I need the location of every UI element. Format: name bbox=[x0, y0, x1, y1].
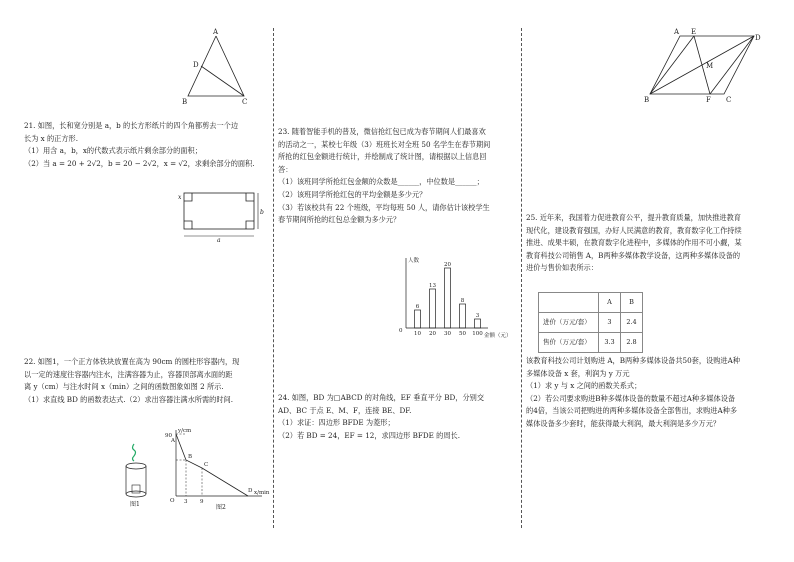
x-tick-9: 9 bbox=[200, 499, 204, 505]
label-x: x bbox=[178, 194, 182, 201]
table-cell: 3 bbox=[599, 313, 621, 333]
y-tick-90: 90 bbox=[165, 433, 172, 439]
q25-part-2a: （2）若公司要求购进B种多媒体设备的数量不超过A种多媒体设备 bbox=[526, 393, 736, 403]
q25-part-2b: 的4倍，当该公司把购进的两种多媒体设备全部售出，求购进A种多 bbox=[526, 406, 738, 416]
label-C: C bbox=[726, 96, 732, 104]
triangle-figure bbox=[180, 28, 260, 108]
x-tick-label: 50 bbox=[459, 331, 466, 337]
table-cell: 3.3 bbox=[599, 333, 621, 353]
q25-part-1: （1）求 y 与 x 之间的函数关系式； bbox=[526, 381, 642, 391]
table-header-cell: B bbox=[621, 293, 643, 313]
price-table bbox=[538, 292, 643, 353]
table-header-cell bbox=[539, 293, 599, 313]
column-left bbox=[24, 0, 270, 562]
chart-x-label: 金额（元） bbox=[484, 333, 512, 338]
question-22 bbox=[24, 356, 270, 406]
label-b-side: b bbox=[260, 209, 264, 216]
q22-line-2: 以一定的速度往容器内注水，注满容器为止，容器顶部离水面的距 bbox=[24, 369, 233, 379]
q23-part-2: （2）该班同学所抢红包的平均金额是多少元？ bbox=[278, 189, 427, 199]
caption-fig1: 图1 bbox=[130, 501, 140, 508]
q23-line-4: 答： bbox=[278, 164, 293, 174]
x-tick-label: 20 bbox=[429, 331, 436, 337]
label-d: D bbox=[193, 61, 199, 69]
q25-line-6: 该教育科技公司计划购进 A，B两种多媒体设备共50套，设购进A种 bbox=[526, 356, 740, 365]
q25-line-5: 进价与售价如表所示： bbox=[526, 263, 598, 273]
table-cell: 售价（万元/套） bbox=[539, 333, 599, 353]
question-25-intro bbox=[526, 212, 778, 275]
y-axis-label: y/cm bbox=[178, 428, 192, 434]
x-tick-label: 10 bbox=[414, 331, 421, 337]
table-cell: 进价（万元/套） bbox=[539, 313, 599, 333]
bar-20 bbox=[430, 289, 436, 328]
table-cell: 2.4 bbox=[621, 313, 643, 333]
bar-value-label: 20 bbox=[444, 262, 451, 268]
q24-part-1: （1）求证：四边形 BFDE 为菱形； bbox=[278, 418, 395, 428]
q22-line-4: （1）求直线 BD 的函数表达式.（2）求出容器注满水所需的时间. bbox=[24, 394, 234, 404]
q25-line-3: 推进、成果丰硕，在教育数字化进程中，多媒体的作用不可小觑，某 bbox=[526, 238, 742, 248]
q25-line-7: 多媒体设备 x 套，利润为 y 万元 bbox=[526, 368, 630, 378]
bar-value-label: 6 bbox=[415, 304, 420, 310]
label-F: F bbox=[706, 96, 711, 104]
column-divider-2 bbox=[521, 28, 522, 528]
label-a-side: a bbox=[217, 237, 221, 243]
q25-part-2c: 媒体设备多少套时，能获得最大利润，最大利润是多少万元？ bbox=[526, 418, 721, 428]
bar-50 bbox=[460, 304, 466, 328]
table-cell: 2.8 bbox=[621, 333, 643, 353]
question-21 bbox=[24, 120, 270, 170]
q22-line-3: 离 y（cm）与注水时间 x（min）之间的函数图象如图 2 所示. bbox=[24, 382, 224, 392]
column-divider-1 bbox=[273, 28, 274, 528]
caption-fig2: 图2 bbox=[216, 504, 226, 510]
label-A: A bbox=[674, 28, 680, 36]
q23-line-1: 23. 随着智能手机的普及，微信抢红包已成为春节期间人们最喜欢 bbox=[278, 127, 486, 136]
q21-part-1: （1）用含 a，b，x的代数式表示纸片剩余部分的面积； bbox=[24, 146, 202, 156]
label-C: C bbox=[204, 462, 209, 468]
q23-part-1: （1）该班同学所抢红包金额的众数是______，中位数是______； bbox=[278, 177, 484, 187]
question-24 bbox=[278, 392, 516, 442]
chart-y-label: 人数 bbox=[408, 258, 420, 264]
q25-line-4: 教育科技公司销售 A，B两种多媒体教学设备，这两种多媒体设备的 bbox=[526, 250, 741, 260]
q25-line-1: 25. 近年来，我国着力促进教育公平，提升教育质量，加快推进教育 bbox=[526, 213, 741, 222]
bar-value-label: 8 bbox=[460, 298, 465, 304]
label-B: B bbox=[644, 96, 650, 104]
label-M: M bbox=[706, 62, 714, 70]
q23-line-2: 的活动之一，某校七年级（3）班班长对全班 50 名学生在春节期间 bbox=[278, 139, 491, 149]
q23-part-3a: （3）若该校共有 22 个班级，平均每班 50 人，请你估计该校学生 bbox=[278, 202, 490, 212]
bar-100 bbox=[475, 319, 481, 328]
label-O: O bbox=[170, 498, 175, 504]
rectangle-cutout-figure bbox=[178, 187, 268, 243]
x-tick-3: 3 bbox=[184, 499, 188, 505]
column-middle bbox=[278, 0, 516, 562]
table-row bbox=[539, 313, 643, 333]
chart-origin: 0 bbox=[399, 328, 403, 334]
x-tick-label: 100 bbox=[472, 331, 483, 337]
table-header-cell: A bbox=[599, 293, 621, 313]
label-D: D bbox=[248, 488, 253, 494]
table-row bbox=[539, 333, 643, 353]
label-A: A bbox=[171, 438, 175, 444]
q21-part-2: （2）当 a = 20 + 2√2，b = 20 − 2√2，x = √2，求剩余部分的面积. bbox=[24, 158, 255, 168]
red-packet-bar-chart bbox=[396, 254, 516, 338]
q25-line-2: 现代化，建设教育强国，办好人民满意的教育，教育数字化工作持续 bbox=[526, 225, 742, 235]
q23-line-3: 所抢的红包金额进行统计，并绘制成了统计图，请根据以上信息回 bbox=[278, 152, 487, 162]
bar-30 bbox=[445, 268, 451, 328]
q22-line-1: 22. 如图1，一个正方体铁块放置在高为 90cm 的圆柱形容器内，现 bbox=[24, 357, 240, 366]
bar-value-label: 13 bbox=[429, 283, 436, 289]
q21-stem-2: 长为 x 的正方形. bbox=[24, 133, 79, 143]
parallelogram-figure bbox=[642, 28, 770, 104]
label-c: C bbox=[242, 98, 248, 106]
question-23 bbox=[278, 126, 516, 227]
label-B: B bbox=[188, 454, 193, 460]
column-right bbox=[526, 0, 778, 562]
bar-10 bbox=[415, 310, 421, 328]
label-b: B bbox=[182, 98, 188, 106]
label-a: A bbox=[213, 28, 219, 36]
table-header-row bbox=[539, 293, 643, 313]
x-axis-label: x/min bbox=[254, 490, 270, 496]
q24-line-2: AD、BC 于点 E、M、F，连接 BE、DF. bbox=[278, 405, 412, 415]
q21-stem-1: 21. 如图，长和宽分别是 a，b 的长方形纸片的四个角都剪去一个边 bbox=[24, 121, 239, 130]
water-level-graph bbox=[162, 426, 272, 510]
label-D: D bbox=[755, 34, 761, 42]
q23-part-3b: 春节期间所抢的红包总金额为多少元？ bbox=[278, 215, 401, 225]
container-figure bbox=[118, 440, 154, 508]
bar-value-label: 3 bbox=[475, 313, 480, 319]
x-tick-label: 30 bbox=[444, 331, 451, 337]
question-25-body bbox=[526, 355, 778, 431]
q24-part-2: （2）若 BD = 24，EF = 12，求四边形 BFDE 的周长. bbox=[278, 430, 460, 440]
q24-line-1: 24. 如图，BD 为□ABCD 的对角线，EF 垂直平分 BD，分别交 bbox=[278, 393, 485, 402]
label-E: E bbox=[691, 28, 697, 36]
